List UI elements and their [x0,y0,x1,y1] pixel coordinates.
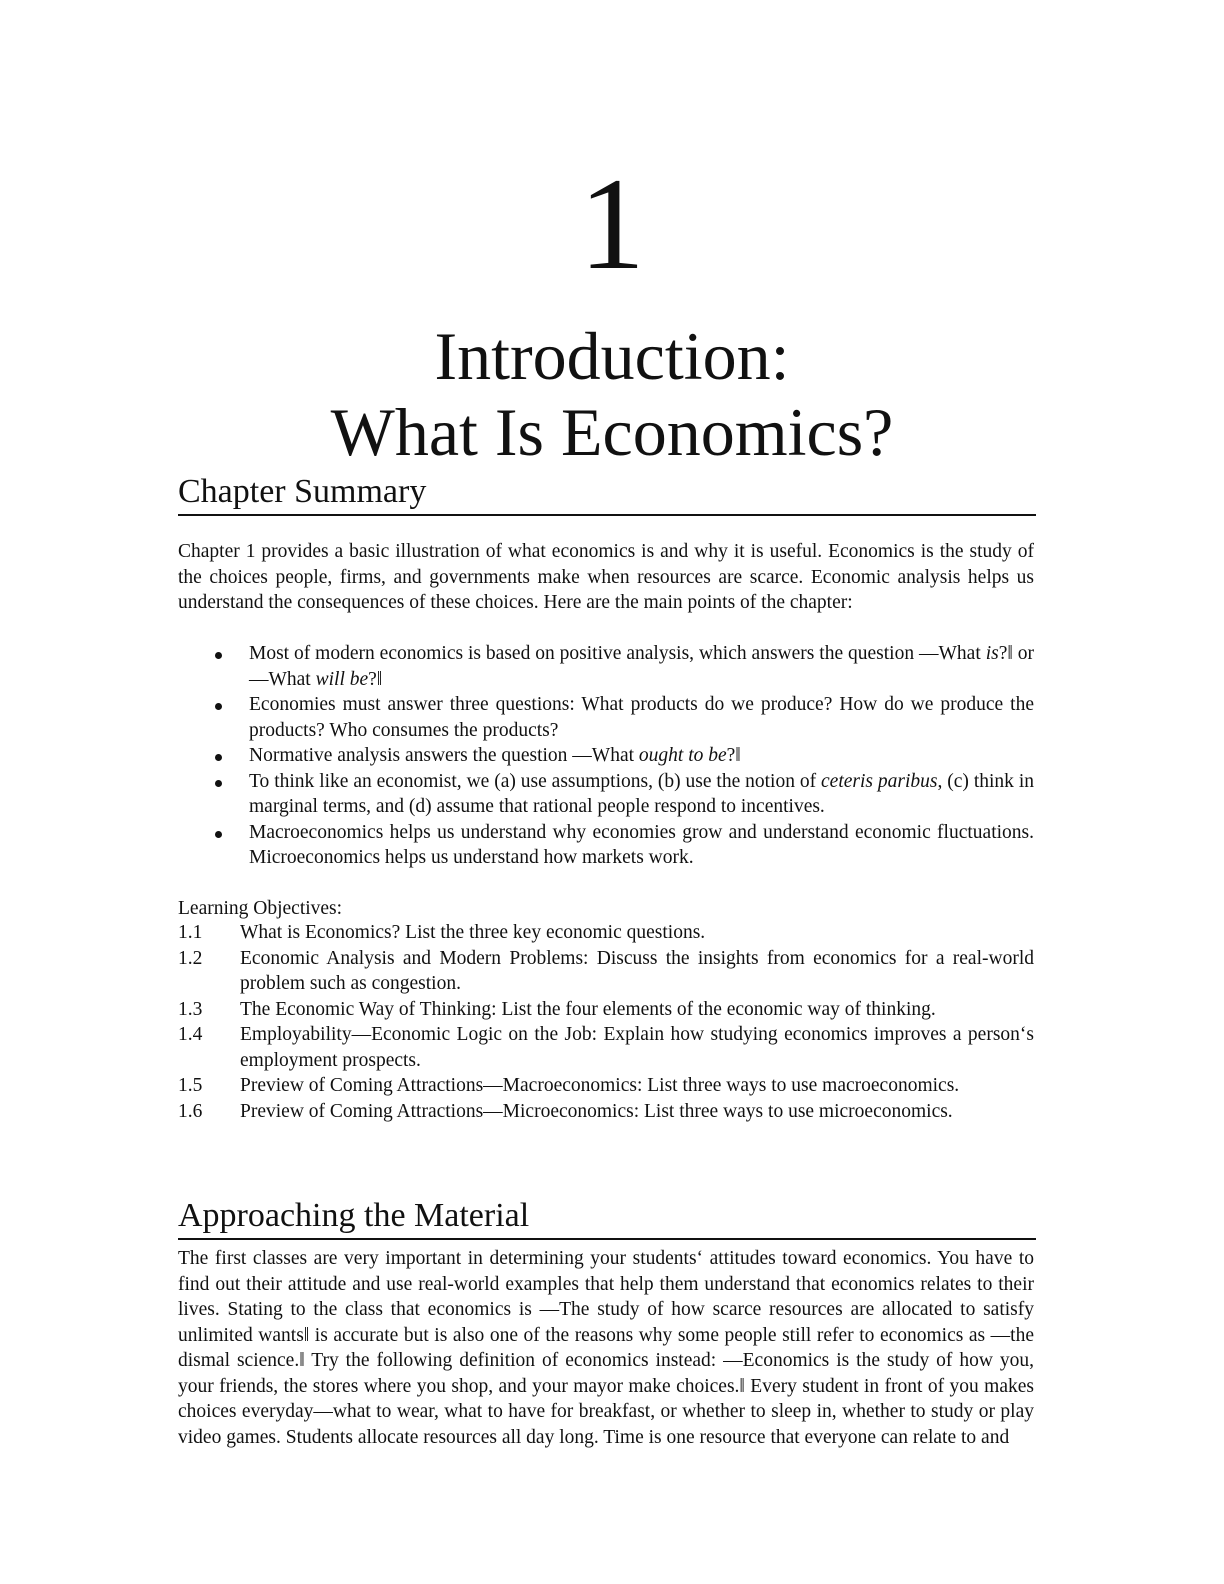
objective-number: 1.5 [178,1075,203,1096]
point-text: Macroeconomics helps us understand why economies grow and understand economic fluctuations. Microeconomics helps us understand how markets work. [249,821,1034,868]
bullet-icon [215,652,222,659]
point-emphasis: ought to be [638,745,727,766]
point-text: Normative analysis answers the question —What [249,745,639,766]
objective-item [178,1022,1034,1073]
bullet-icon [215,780,222,787]
point-text: ?‖ [726,745,741,766]
summary-points-list [178,641,1034,871]
point-emphasis: is [985,643,999,664]
objective-text: What is Economics? List the three key economic questions. [240,922,706,943]
objective-number: 1.3 [178,998,203,1020]
objective-item [178,1099,1034,1125]
objective-text: The Economic Way of Thinking: List the four elements of the economic way of thinking. [240,998,936,1020]
objective-number: 1.4 [178,1024,203,1045]
objective-item [178,1073,1034,1099]
summary-point [178,820,1034,871]
point-emphasis: will be [315,668,369,690]
objective-text: Preview of Coming Attractions—Microeconomics: List three ways to use microeconomics. [240,1100,953,1122]
approaching-material-heading: Approaching the Material [178,1196,1036,1240]
learning-objectives-heading: Learning Objectives: [178,898,343,919]
learning-objectives-list [178,920,1034,1124]
objective-text: Employability—Economic Logic on the Job: Explain how studying economics improves a person‘s employment prospects. [240,1024,1034,1071]
objective-number: 1.1 [178,922,203,943]
summary-point [178,641,1034,692]
point-text: To think like an economist, we (a) use assumptions, (b) use the notion of [249,770,822,792]
objective-text: Economic Analysis and Modern Problems: Discuss the insights from economics for a real-world problem such as congestion. [240,947,1034,994]
point-text: ?‖ or —What [249,643,1035,690]
chapter-number: 1 [579,150,645,297]
summary-point [178,769,1034,820]
summary-intro-paragraph: Chapter 1 provides a basic illustration of what economics is and why it is useful. Economics is the study of the choices people, firms, and governments make when resources are scarce. Economic analysis helps us understand the consequences of these choices. Here are the main points of the chapter: [178,541,1034,613]
chapter-title [0,318,1224,470]
objective-item [178,920,1034,946]
point-text: , (c) think in marginal terms, and (d) assume that rational people respond to incentives. [249,770,1034,817]
point-text: ?‖ [368,668,383,690]
point-text: Most of modern economics is based on positive analysis, which answers the question —What [249,643,986,664]
bullet-icon [215,754,222,761]
summary-point [178,692,1034,743]
approach-paragraph: The first classes are very important in determining your students‘ attitudes toward economics. You have to find out their attitude and use real-world examples that help them understand that economics relates to their lives. Stating to the class that economics is —The study of how scarce resources are allocated to satisfy unlimited wants‖ is accurate but is also one of the reasons why some people still refer to economics as —the dismal science.‖ Try the following definition of economics instead: —Economics is the study of how you, your friends, the stores where you shop, and your mayor make choices.‖ Every student in front of you makes choices everyday—what to wear, what to have for breakfast, or whether to sleep in, whether to study or play video games. Students allocate resources all day long. Time is one resource that everyone can relate to and [178,1248,1034,1448]
objective-number: 1.6 [178,1100,203,1122]
bullet-icon [215,831,222,838]
objective-item [178,997,1034,1023]
bullet-icon [215,703,222,710]
chapter-title-line-1: Introduction: [434,318,790,394]
chapter-summary-heading: Chapter Summary [178,472,1036,516]
objective-number: 1.2 [178,947,203,969]
summary-point [178,743,1034,769]
point-emphasis: ceteris paribus [821,770,938,792]
objective-text: Preview of Coming Attractions—Macroeconomics: List three ways to use macroeconomics. [240,1075,960,1096]
point-text: Economies must answer three questions: What products do we produce? How do we produce the products? Who consumes the products? [249,694,1034,741]
chapter-title-line-2: What Is Economics? [330,394,894,470]
objective-item [178,946,1034,997]
